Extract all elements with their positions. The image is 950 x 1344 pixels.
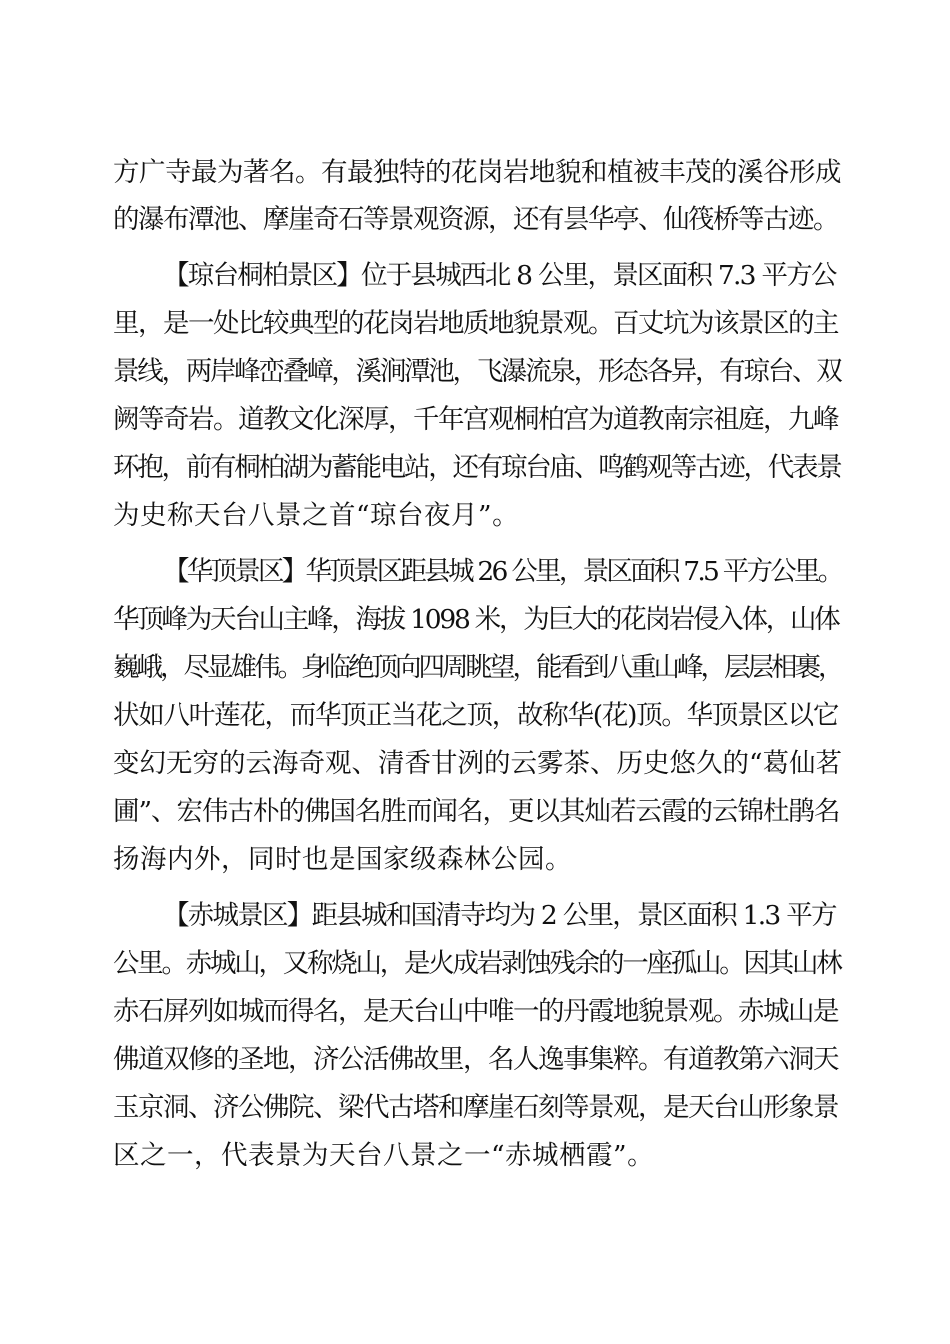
- text-line: 玉京洞、济公佛院、梁代古塔和摩崖石刻等景观，是天台山形象景: [113, 1092, 838, 1123]
- text-line: 的瀑布潭池、摩崖奇石等景观资源，还有昙华亭、仙筏桥等古迹。: [113, 204, 838, 235]
- text-line: 景线，两岸峰峦叠嶂，溪涧潭池，飞瀑流泉，形态各异，有琼台、双: [113, 356, 841, 387]
- text-line: 为史称天台八景之首“琼台夜月”。: [113, 500, 520, 531]
- text-line: 环抱，前有桐柏湖为蓄能电站，还有琼台庙、鸣鹤观等古迹，代表景: [113, 452, 841, 483]
- paragraph-start-qiongtai-tongbai: 【琼台桐柏景区】位于县城西北 8 公里，景区面积 7.3 平方公: [163, 260, 836, 291]
- text-line: 扬海内外，同时也是国家级森林公园。: [113, 844, 572, 875]
- text-line: 阙等奇岩。道教文化深厚，千年宫观桐柏宫为道教南宗祖庭，九峰: [113, 404, 838, 435]
- text-line: 区之一，代表景为天台八景之一“赤城栖霞”。: [113, 1140, 655, 1171]
- text-line: 佛道双修的圣地，济公活佛故里，名人逸事集粹。有道教第六洞天: [113, 1044, 838, 1075]
- paragraph-start-chicheng: 【赤城景区】距县城和国清寺均为 2 公里，景区面积 1.3 平方: [163, 900, 836, 931]
- text-line: 状如八叶莲花，而华顶正当花之顶，故称华(花)顶。华顶景区以它: [113, 700, 839, 731]
- text-line: 方广寺最为著名。有最独特的花岗岩地貌和植被丰茂的溪谷形成: [113, 157, 841, 188]
- text-line: 圃”、宏伟古朴的佛国名胜而闻名，更以其灿若云霞的云锦杜鹃名: [113, 796, 840, 827]
- text-line: 赤石屏列如城而得名，是天台山中唯一的丹霞地貌景观。赤城山是: [113, 996, 838, 1027]
- text-line: 里，是一处比较典型的花岗岩地质地貌景观。百丈坑为该景区的主: [113, 308, 838, 339]
- text-line: 华顶峰为天台山主峰，海拔 1098 米，为巨大的花岗岩侵入体，山体: [113, 604, 839, 635]
- text-line: 巍峨，尽显雄伟。身临绝顶向四周眺望，能看到八重山峰，层层相裹，: [113, 652, 842, 683]
- text-line: 公里。赤城山，又称烧山，是火成岩剥蚀残余的一座孤山。因其山林: [113, 948, 841, 979]
- text-line: 变幻无穷的云海奇观、清香甘洌的云雾茶、历史悠久的“葛仙茗: [113, 748, 843, 779]
- paragraph-start-huading: 【华顶景区】华顶景区距县城 26 公里，景区面积 7.5 平方公里。: [163, 556, 842, 587]
